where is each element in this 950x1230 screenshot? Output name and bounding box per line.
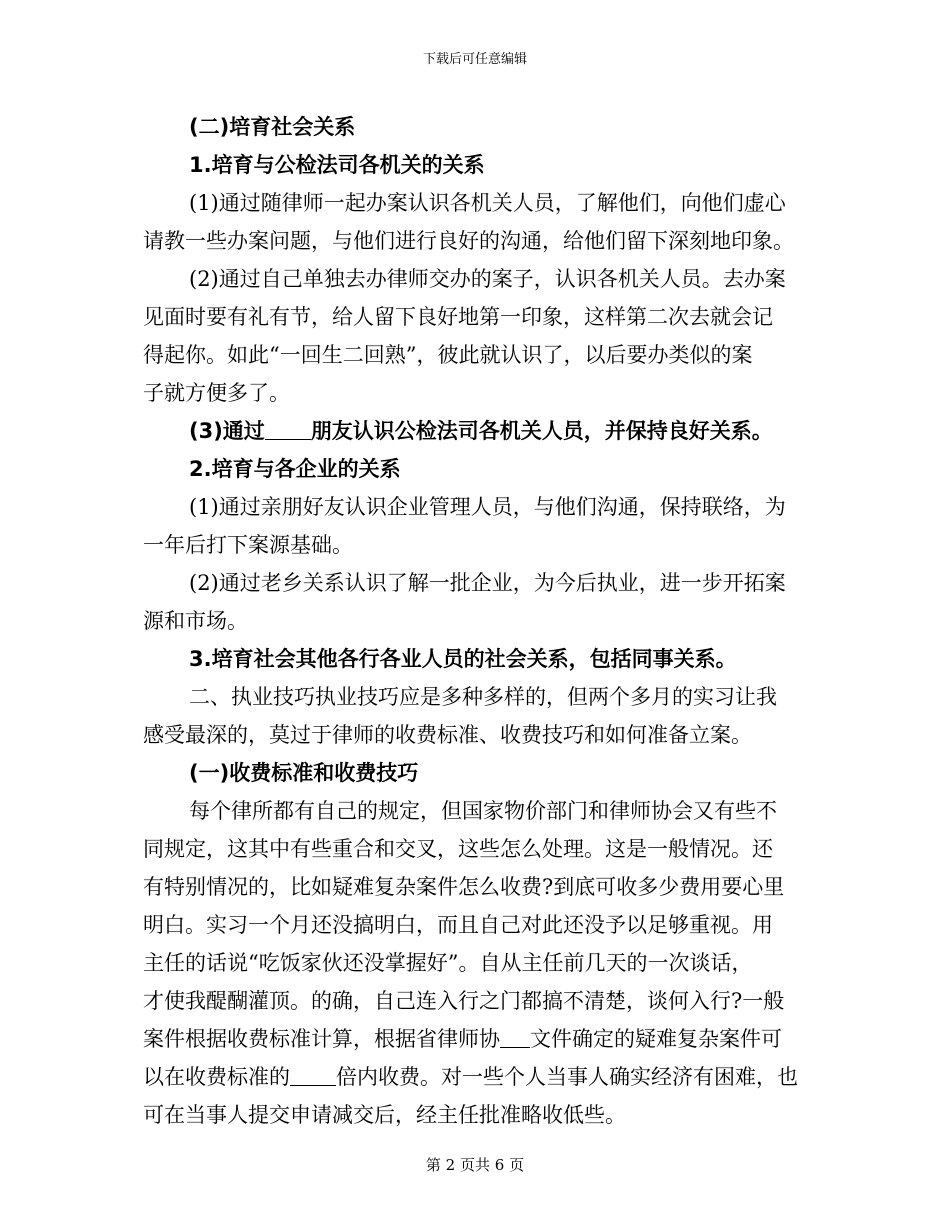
document-body bbox=[143, 108, 813, 1134]
paragraph-line: 才使我醍醐灌顶。的确，自己连入行之门都搞不清楚，谈何入行?一般 bbox=[143, 989, 785, 1013]
text-fragment: 以在收费标准的 bbox=[143, 1065, 290, 1089]
text-fragment: 文件确定的疑难复杂案件可 bbox=[530, 1027, 782, 1051]
paragraph-line: 得起你。如此“一回生二回熟”，彼此就认识了，以后要办类似的案 bbox=[143, 343, 753, 367]
paragraph-line: (2)通过自己单独去办律师交办的案子，认识各机关人员。去办案 bbox=[189, 267, 786, 291]
bold-paragraph-line bbox=[143, 412, 813, 450]
paragraph-line: (1)通过亲朋好友认识企业管理人员，与他们沟通，保持联络，为 bbox=[189, 495, 786, 519]
text-fragment: 倍内收费。对一些个人当事人确实经济有困难，也 bbox=[336, 1065, 798, 1089]
paragraph-line: 请教一些办案问题，与他们进行良好的沟通，给他们留下深刻地印象。 bbox=[143, 229, 794, 253]
paragraph-line: 有特别情况的，比如疑难复杂案件怎么收费?到底可收多少费用要心里 bbox=[143, 875, 785, 899]
paragraph-line: 明白。实习一个月还没搞明白，而且自己对此还没予以足够重视。用 bbox=[143, 913, 773, 937]
page-header: 下载后可任意编辑 bbox=[422, 52, 527, 67]
subsection-heading: 1.培育与公检法司各机关的关系 bbox=[189, 153, 485, 177]
subsection-heading: 3.培育社会其他各行各业人员的社会关系，包括同事关系。 bbox=[189, 647, 737, 671]
paragraph-line: (1)通过随律师一起办案认识各机关人员，了解他们，向他们虚心 bbox=[189, 191, 786, 215]
section-heading: (二)培育社会关系 bbox=[189, 115, 356, 139]
paragraph-line: 源和市场。 bbox=[143, 609, 248, 633]
paragraph-line bbox=[143, 1058, 813, 1096]
text-fragment: 朋友认识公检法司各机关人员，并保持良好关系。 bbox=[310, 419, 773, 443]
paragraph-line: 可在当事人提交申请减交后，经主任批准略收低些。 bbox=[143, 1103, 626, 1127]
page-footer: 第 2 页共 6 页 bbox=[425, 1156, 525, 1174]
text-fragment: 案件根据收费标准计算，根据省律师协 bbox=[143, 1027, 500, 1051]
paragraph-line: 每个律所都有自己的规定，但国家物价部门和律师协会又有些不 bbox=[189, 799, 777, 823]
text-fragment: (3)通过 bbox=[189, 419, 265, 443]
paragraph-line: 主任的话说“吃饭家伙还没掌握好”。自从主任前几天的一次谈话， bbox=[143, 951, 753, 975]
paragraph-line: 二、执业技巧执业技巧应是多种多样的，但两个多月的实习让我 bbox=[189, 685, 777, 709]
paragraph-line: 见面时要有礼有节，给人留下良好地第一印象，这样第二次去就会记 bbox=[143, 305, 773, 329]
paragraph-line bbox=[143, 1020, 813, 1058]
fill-in-blank bbox=[500, 1027, 530, 1048]
paragraph-line: (2)通过老乡关系认识了解一批企业，为今后执业，进一步开拓案 bbox=[189, 571, 786, 595]
section-heading: (一)收费标准和收费技巧 bbox=[189, 761, 419, 785]
fill-in-blank bbox=[290, 1065, 336, 1086]
paragraph-line: 一年后打下案源基础。 bbox=[143, 533, 353, 557]
subsection-heading: 2.培育与各企业的关系 bbox=[189, 457, 401, 481]
fill-in-blank bbox=[265, 419, 311, 440]
paragraph-line: 同规定，这其中有些重合和交叉，这些怎么处理。这是一般情况。还 bbox=[143, 837, 773, 861]
paragraph-line: 子就方便多了。 bbox=[143, 381, 290, 405]
paragraph-line: 感受最深的，莫过于律师的收费标准、收费技巧和如何准备立案。 bbox=[143, 723, 752, 747]
